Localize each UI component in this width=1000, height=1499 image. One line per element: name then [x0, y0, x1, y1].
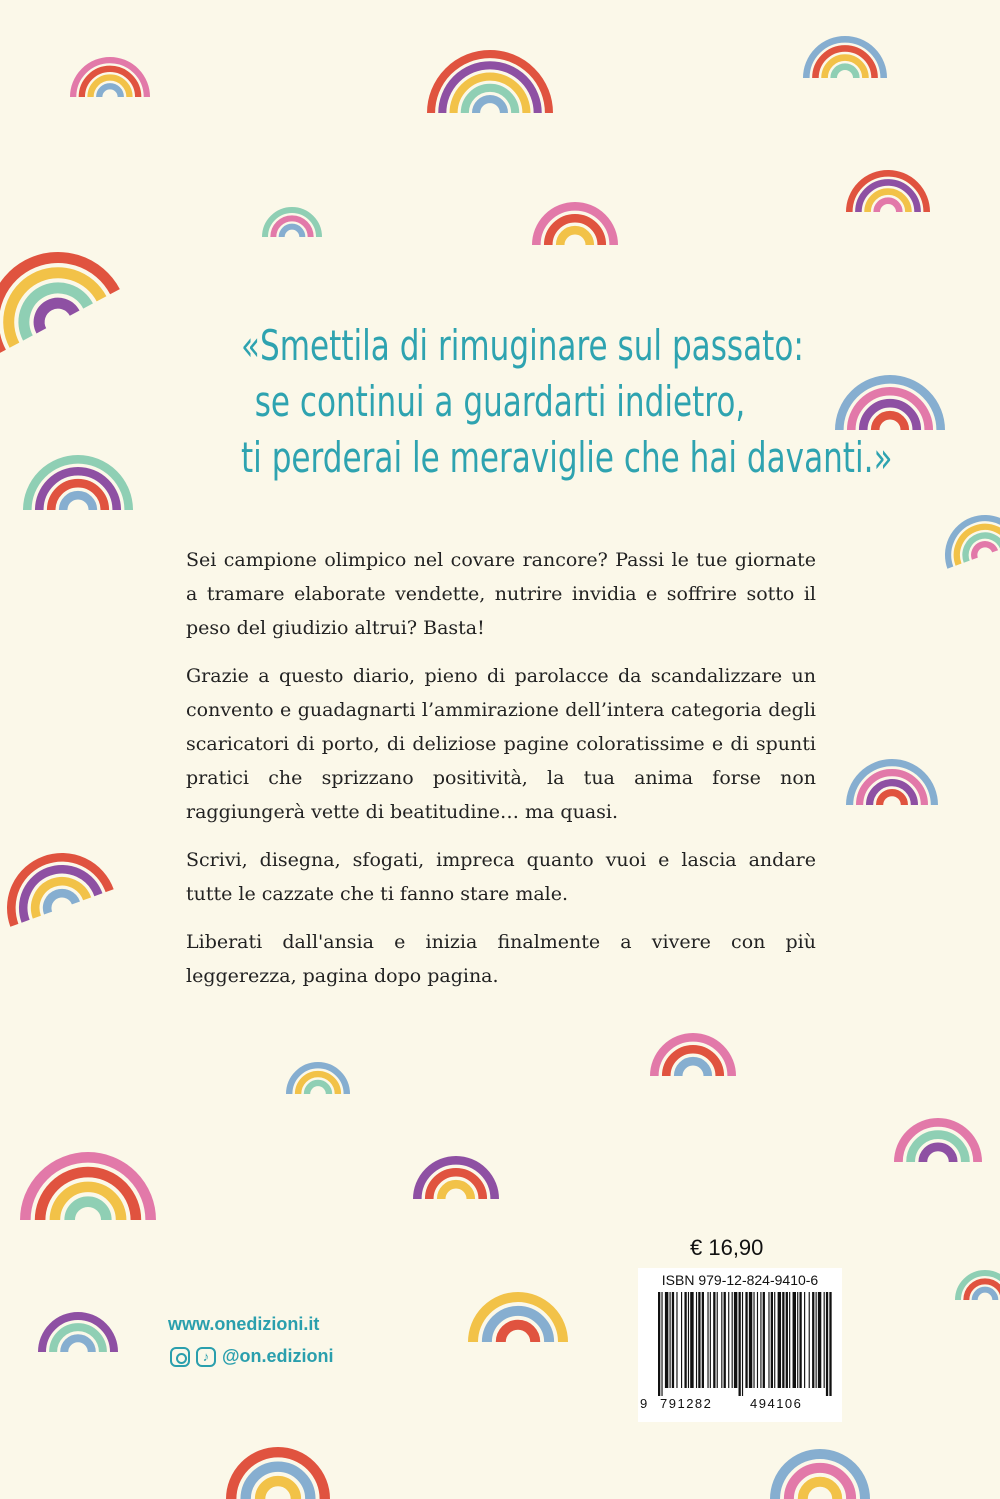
- website-link[interactable]: www.onedizioni.it: [168, 1314, 320, 1334]
- barcode-bar: [676, 1292, 677, 1388]
- barcode-bar: [721, 1292, 722, 1388]
- barcode-digits-middle: 791282: [660, 1396, 713, 1411]
- tiktok-icon[interactable]: ♪: [196, 1347, 216, 1367]
- rainbow-doodle: [849, 173, 926, 212]
- barcode-bar: [797, 1292, 798, 1388]
- rainbow-doodle: [25, 1157, 150, 1220]
- barcode-bar: [707, 1292, 708, 1388]
- barcode-bar: [799, 1292, 801, 1388]
- barcode-bar: [688, 1292, 689, 1388]
- rainbow-doodle: [0, 235, 115, 353]
- blurb-paragraph: Liberati dall'ansia e inizia finalmente a vivere con più leggerezza, pagina dopo pagina.: [186, 931, 816, 987]
- barcode-bar: [690, 1292, 693, 1388]
- rainbow-doodle: [417, 1160, 494, 1199]
- barcode-bar: [753, 1292, 754, 1388]
- barcode-bar: [742, 1292, 743, 1396]
- barcode-digits-right: 494106: [750, 1396, 803, 1411]
- rainbow-band: [501, 1325, 535, 1342]
- rainbow-doodle: [73, 60, 147, 97]
- instagram-icon[interactable]: [170, 1347, 190, 1367]
- quote-line: se continui a guardarti indietro,: [254, 377, 746, 426]
- barcode-bar: [760, 1292, 761, 1388]
- barcode-bar: [728, 1292, 729, 1388]
- barcode-bar: [789, 1292, 790, 1388]
- barcode-bar: [672, 1292, 674, 1388]
- barcode-bar: [681, 1292, 682, 1388]
- rainbow-band: [880, 793, 905, 805]
- barcode-bar: [829, 1292, 831, 1396]
- isbn-barcode-box: [638, 1268, 842, 1422]
- barcode-bar: [774, 1292, 775, 1388]
- rainbow-band: [476, 99, 504, 113]
- barcode-bar: [816, 1292, 817, 1388]
- rainbow-doodle: [431, 54, 549, 113]
- blurb-paragraph: Sei campione olimpico nel covare rancore? Passi le tue giornate a tramare elaborate vendette, nutrire invidia e soffrire sotto il peso del giudizio altrui? Basta!: [186, 549, 816, 639]
- rainbow-band: [282, 227, 303, 237]
- barcode-bar: [793, 1292, 796, 1388]
- blurb: [186, 543, 816, 1007]
- rainbow-band: [32, 296, 74, 330]
- rainbow-doodle: [536, 206, 613, 245]
- blurb-paragraph: Scrivi, disegna, sfogati, impreca quanto vuoi e lascia andare tutte le cazzate che ti fanno stare male.: [186, 849, 816, 905]
- barcode-bar: [763, 1292, 765, 1388]
- barcode-bar: [812, 1292, 814, 1388]
- barcode-bar: [713, 1292, 715, 1388]
- barcode-bar: [684, 1292, 686, 1388]
- barcode-bar: [698, 1292, 700, 1388]
- rainbow-band: [875, 415, 905, 430]
- pull-quote: [241, 318, 893, 486]
- barcode-bar: [778, 1292, 781, 1388]
- rainbow-doodle: [850, 763, 935, 805]
- rainbow-band: [803, 1482, 837, 1499]
- barcode-bar: [717, 1292, 718, 1388]
- barcode-bar: [661, 1292, 662, 1396]
- rainbow-doodle: [839, 379, 940, 430]
- rainbow-doodle: [231, 1452, 325, 1499]
- barcode-bar: [824, 1292, 825, 1388]
- rainbow-band: [560, 230, 590, 245]
- barcode-bar: [826, 1292, 828, 1396]
- isbn-label: ISBN 979-12-824-9410-6: [661, 1272, 819, 1288]
- rainbow-doodle: [806, 39, 883, 78]
- rainbow-band: [975, 1290, 996, 1300]
- barcode-bar: [734, 1292, 737, 1388]
- barcode-bar: [786, 1292, 788, 1388]
- barcode-bar: [670, 1292, 671, 1388]
- barcode-bar: [724, 1292, 726, 1388]
- rainbow-band: [99, 86, 121, 97]
- rainbow-doodle: [898, 1122, 977, 1162]
- rainbow-doodle: [0, 843, 110, 925]
- rainbow-band: [877, 201, 900, 212]
- rainbow-doodle: [265, 210, 319, 237]
- barcode-bar: [818, 1292, 821, 1388]
- barcode-bar: [768, 1292, 769, 1388]
- rainbow-band: [834, 67, 857, 78]
- rainbow-doodle: [654, 1037, 731, 1076]
- rainbow-band: [678, 1061, 708, 1076]
- barcode-bar: [809, 1292, 810, 1388]
- barcode-bar: [710, 1292, 711, 1388]
- rainbow-doodle: [958, 1273, 1000, 1300]
- rainbow-doodle: [938, 508, 1000, 568]
- rainbow-band: [43, 889, 76, 913]
- social-row: [170, 1346, 334, 1367]
- barcode-bar: [782, 1292, 784, 1388]
- barcode-bar: [696, 1292, 697, 1388]
- rainbow-band: [923, 1147, 953, 1162]
- rainbow-band: [63, 495, 93, 510]
- barcode-bar: [732, 1292, 733, 1388]
- barcode-digit-left: 9: [640, 1396, 649, 1411]
- barcode-bar: [665, 1292, 668, 1388]
- rainbow-band: [307, 1083, 329, 1094]
- barcode-bar: [745, 1292, 747, 1388]
- barcode-bar: [749, 1292, 752, 1388]
- rainbow-doodle: [27, 459, 128, 510]
- rainbow-doodle: [775, 1454, 865, 1499]
- rainbow-band: [70, 1202, 107, 1220]
- rainbow-doodle: [473, 1297, 563, 1342]
- rainbow-doodle: [289, 1065, 347, 1094]
- blurb-paragraph: Grazie a questo diario, pieno di parolacce da scandalizzare un convento e guadagnarti l’ammirazione dell’intera categoria degli scaricatori di porto, di deliziose pagine coloratissime e di spunti pratici che sprizzano positività, la tua anima forse non raggiungerà vette di beatitudine… ma quasi.: [186, 665, 816, 823]
- rainbow-doodle: [42, 1316, 114, 1352]
- barcode-bar: [658, 1292, 660, 1396]
- barcode-bar: [757, 1292, 758, 1388]
- rainbow-band: [260, 1481, 296, 1499]
- quote-line: «Smettila di rimuginare sul passato:: [241, 321, 804, 370]
- barcode-bar: [702, 1292, 704, 1388]
- rainbow-band: [971, 541, 995, 559]
- quote-line: ti perderai le meraviglie che hai davanti.»: [241, 433, 893, 482]
- barcode-bar: [739, 1292, 741, 1396]
- barcode-bar: [771, 1292, 773, 1388]
- barcode: [644, 1292, 836, 1396]
- barcode-bar: [804, 1292, 805, 1388]
- rainbow-band: [441, 1184, 471, 1199]
- price-label: € 16,90: [690, 1235, 764, 1260]
- rainbow-band: [64, 1338, 92, 1352]
- social-handle[interactable]: @on.edizioni: [222, 1346, 334, 1366]
